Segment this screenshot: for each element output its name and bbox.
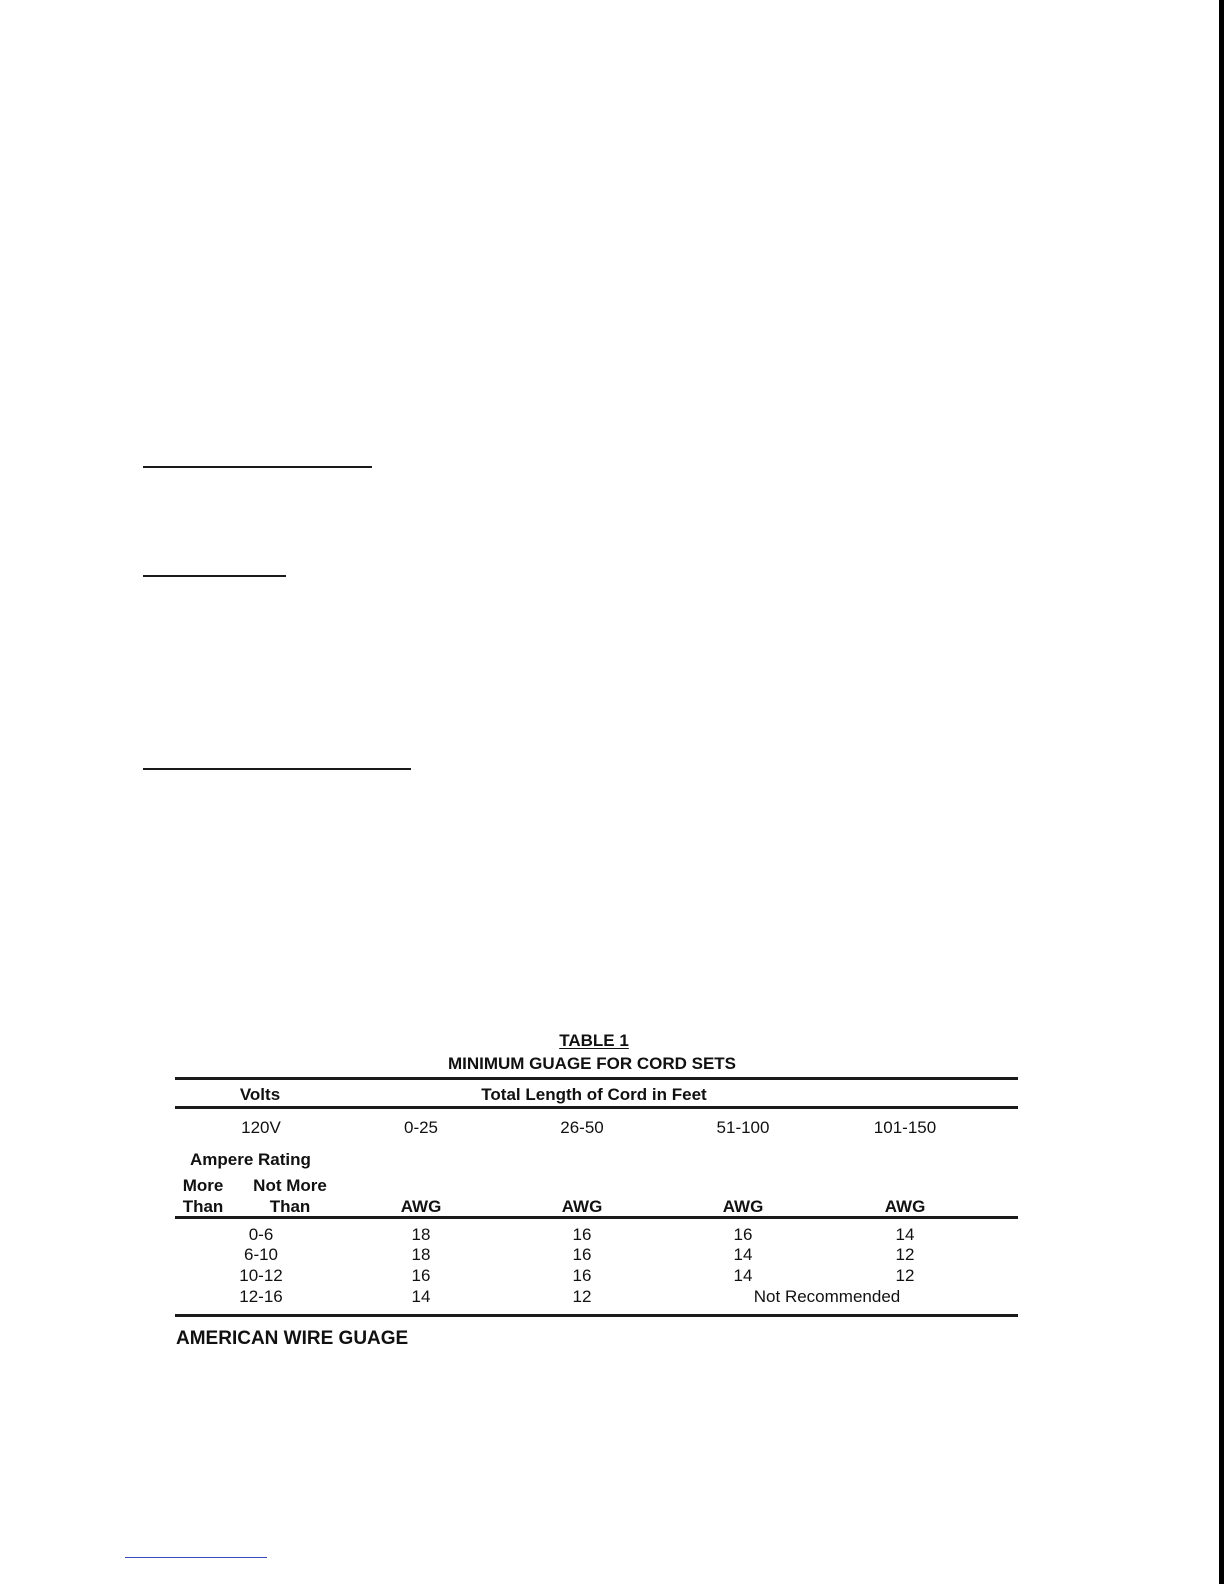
- gauge-cell: 18: [411, 1245, 431, 1264]
- gauge-cell: 16: [572, 1266, 592, 1285]
- heading-rule-2: [143, 575, 286, 577]
- gauge-cell: 12: [572, 1287, 592, 1306]
- gauge-cell: 12: [895, 1245, 915, 1264]
- gauge-cell: 18: [411, 1225, 431, 1244]
- ampere-rating-label: Ampere Rating: [190, 1150, 311, 1169]
- gauge-cell: 16: [572, 1245, 592, 1264]
- table-number: TABLE 1: [559, 1031, 629, 1050]
- not-more-than-label-line2: Than: [269, 1197, 311, 1216]
- not-more-than-label-line1: Not More: [253, 1176, 327, 1195]
- gauge-cell: 14: [733, 1245, 753, 1264]
- amps-cell: 12-16: [239, 1287, 283, 1306]
- not-recommended-note: Not Recommended: [753, 1287, 901, 1306]
- volts-header: Volts: [239, 1085, 281, 1104]
- length-header: Total Length of Cord in Feet: [481, 1085, 707, 1104]
- length-range-4: 101-150: [873, 1118, 937, 1137]
- gauge-cell: 16: [733, 1225, 753, 1244]
- heading-rule-3: [143, 768, 411, 770]
- page-edge-border: [1219, 0, 1224, 1584]
- more-than-label-line1: More: [182, 1176, 224, 1195]
- length-range-2: 26-50: [560, 1118, 604, 1137]
- more-than-label-line2: Than: [182, 1197, 224, 1216]
- awg-label-3: AWG: [722, 1197, 764, 1216]
- gauge-cell: 14: [411, 1287, 431, 1306]
- link-underline: [125, 1557, 267, 1558]
- table-bottom-rule: [175, 1314, 1018, 1317]
- awg-label-2: AWG: [561, 1197, 603, 1216]
- gauge-cell: 16: [411, 1266, 431, 1285]
- awg-label-4: AWG: [884, 1197, 926, 1216]
- amps-cell: 6-10: [243, 1245, 279, 1264]
- heading-rule-1: [143, 466, 372, 468]
- voltage-value: 120V: [241, 1118, 281, 1137]
- gauge-cell: 16: [572, 1225, 592, 1244]
- amps-cell: 0-6: [248, 1225, 274, 1244]
- table-footer: AMERICAN WIRE GUAGE: [176, 1328, 409, 1349]
- amps-cell: 10-12: [239, 1266, 283, 1285]
- gauge-cell: 14: [895, 1225, 915, 1244]
- body-top-rule: [175, 1216, 1018, 1219]
- gauge-cell: 14: [733, 1266, 753, 1285]
- gauge-cell: 12: [895, 1266, 915, 1285]
- awg-label-1: AWG: [400, 1197, 442, 1216]
- table-title: MINIMUM GUAGE FOR CORD SETS: [447, 1054, 737, 1073]
- header-rule: [175, 1106, 1018, 1109]
- table-top-rule: [175, 1077, 1018, 1080]
- length-range-3: 51-100: [716, 1118, 770, 1137]
- length-range-1: 0-25: [403, 1118, 439, 1137]
